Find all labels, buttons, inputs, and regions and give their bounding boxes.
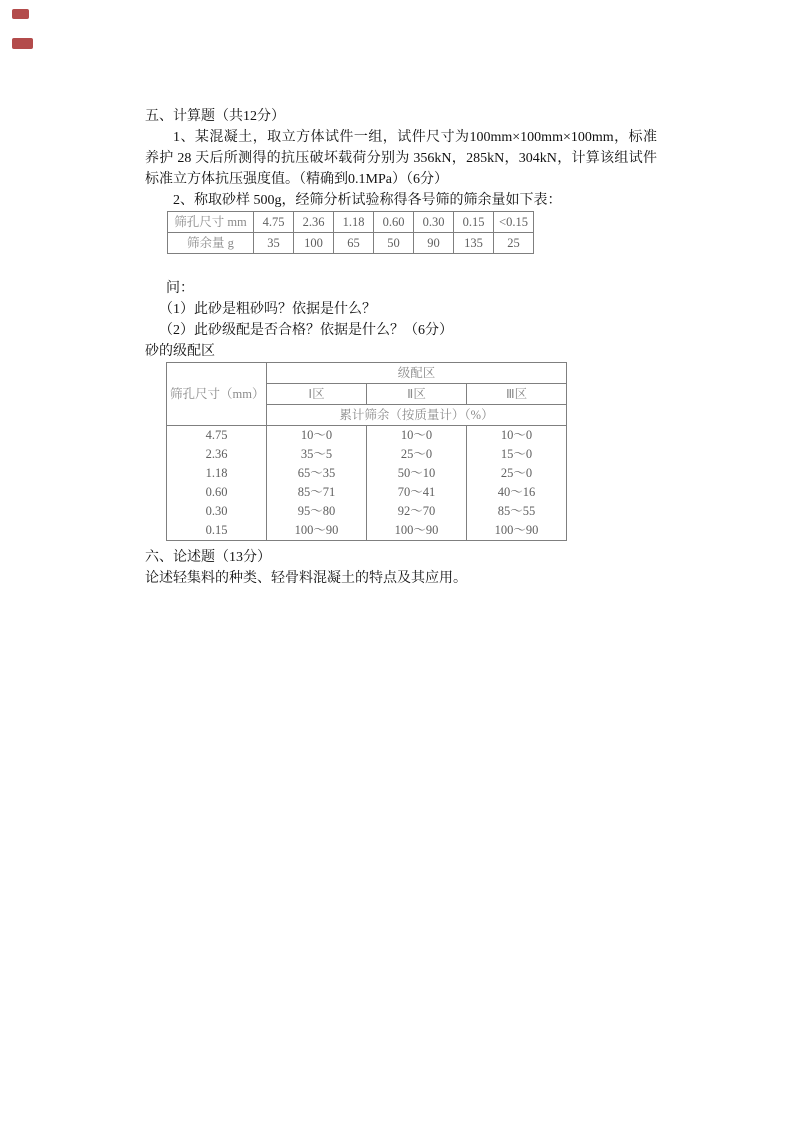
table-row	[167, 502, 567, 521]
table-cell: 50～10	[367, 464, 467, 483]
table-cell: 95～80	[267, 502, 367, 521]
table-zone-header-cell: Ⅱ区	[367, 384, 467, 405]
table-cell: 25	[494, 233, 534, 254]
table-measure-header-cell: 累计筛余（按质量计）（%）	[267, 405, 567, 426]
section6-heading: 六、论述题（13分）	[145, 550, 271, 565]
table-cell: 15～0	[467, 445, 567, 464]
table-cell: 4.75	[254, 212, 294, 233]
table-zone-header-cell: Ⅰ区	[267, 384, 367, 405]
table-cell: 85～71	[267, 483, 367, 502]
sand-gradation-table	[166, 362, 567, 541]
table-cell: 0.60	[374, 212, 414, 233]
section5-heading: 五、计算题（共12分）	[145, 109, 285, 124]
table-cell: 25～0	[467, 464, 567, 483]
table-cell: 65	[334, 233, 374, 254]
sub-question-1: （1）此砂是粗砂吗？依据是什么？	[159, 302, 376, 317]
table-row	[167, 521, 567, 541]
table-cell: 100～90	[467, 521, 567, 541]
table-cell: 2.36	[167, 445, 267, 464]
essay-question-text: 论述轻集料的种类、轻骨料混凝土的特点及其应用。	[145, 571, 467, 586]
document-body	[145, 106, 657, 589]
table-cell: <0.15	[494, 212, 534, 233]
table-cell: 0.15	[454, 212, 494, 233]
table-cell: 0.60	[167, 483, 267, 502]
table-cell: 100～90	[367, 521, 467, 541]
table-cell: 4.75	[167, 426, 267, 446]
table-cell: 2.36	[294, 212, 334, 233]
question-2-intro: 2、称取砂样 500g，经筛分析试验称得各号筛的筛余量如下表：	[173, 193, 562, 208]
table-cell: 10～0	[467, 426, 567, 446]
table-cell: 筛孔尺寸 mm	[168, 212, 254, 233]
table-cell: 10～0	[267, 426, 367, 446]
table-corner-cell: 筛孔尺寸（mm）	[167, 363, 267, 426]
table-group-header-cell: 级配区	[267, 363, 567, 384]
table-row	[167, 363, 567, 384]
table-row	[167, 464, 567, 483]
red-watermark-icon	[12, 9, 29, 19]
table-cell: 100～90	[267, 521, 367, 541]
table-cell: 1.18	[334, 212, 374, 233]
table-cell: 50	[374, 233, 414, 254]
table-cell: 0.30	[167, 502, 267, 521]
red-watermark-icon	[12, 38, 33, 49]
table-cell: 1.18	[167, 464, 267, 483]
table-cell: 85～55	[467, 502, 567, 521]
table-cell: 65～35	[267, 464, 367, 483]
table-row	[168, 212, 534, 233]
table-cell: 10～0	[367, 426, 467, 446]
gradation-table-caption: 砂的级配区	[145, 344, 215, 359]
table-cell: 92～70	[367, 502, 467, 521]
table-cell: 0.15	[167, 521, 267, 541]
table-cell: 135	[454, 233, 494, 254]
table-cell: 筛余量 g	[168, 233, 254, 254]
sub-question-2: （2）此砂级配是否合格？依据是什么？（6分）	[159, 323, 453, 338]
table-row	[167, 445, 567, 464]
table-cell: 0.30	[414, 212, 454, 233]
table-cell: 25～0	[367, 445, 467, 464]
table-row	[167, 426, 567, 446]
table-row	[168, 233, 534, 254]
question-1-text: 1、某混凝土，取立方体试件一组，试件尺寸为100mm×100mm×100mm，标准养护 28 天后所测得的抗压破坏载荷分别为 356kN，285kN，304kN，计算该组试件标准立方体抗压强度值。（精确到0.1MPa）（6分）	[145, 130, 657, 187]
table-cell: 35～5	[267, 445, 367, 464]
table-zone-header-cell: Ⅲ区	[467, 384, 567, 405]
table-cell: 40～16	[467, 483, 567, 502]
table-cell: 70～41	[367, 483, 467, 502]
table-cell: 90	[414, 233, 454, 254]
sieve-residue-table	[167, 211, 534, 254]
ask-label: 问：	[166, 281, 194, 296]
table-cell: 100	[294, 233, 334, 254]
table-row	[167, 483, 567, 502]
table-cell: 35	[254, 233, 294, 254]
